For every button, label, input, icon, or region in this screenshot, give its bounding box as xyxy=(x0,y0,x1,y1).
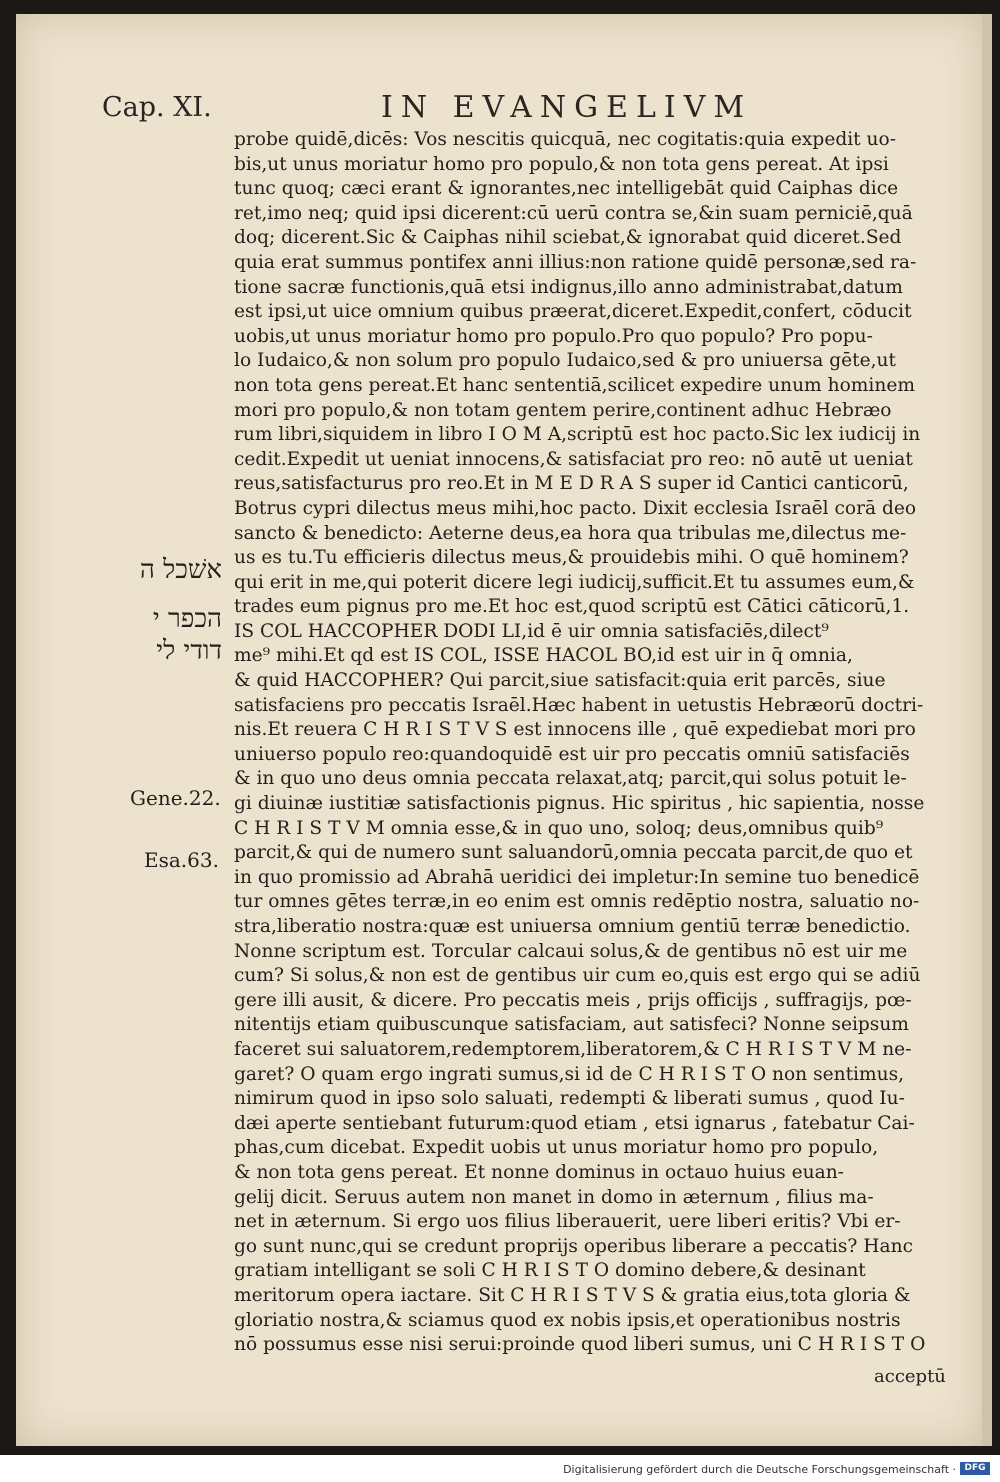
margin-hebrew-2: הכפר י xyxy=(152,604,222,634)
text-line: non tota gens pereat.Et hanc sententiā,scilicet expedire unum hominem xyxy=(234,374,915,396)
text-line: rum libri,siquidem in libro I O M A,scriptū est hoc pacto.Sic lex iudicij in xyxy=(234,424,921,446)
text-line: sancto & benedicto: Aeterne deus,ea hora qua tribulas me,dilectus me- xyxy=(234,522,907,544)
text-line: qui erit in me,qui poterit dicere legi iudicij,sufficit.Et tu assumes eum,& xyxy=(234,571,915,593)
footer-bar xyxy=(0,1455,1000,1482)
text-line: tur omnes gētes terræ,in eo enim est omnis redēptio nostra, saluatio no- xyxy=(234,891,920,913)
text-line: go sunt nunc,qui se credunt proprijs operibus liberare a peccatis? Hanc xyxy=(234,1235,913,1257)
text-line: C H R I S T V M omnia esse,& in quo uno, soloq; deus,omnibus quib⁹ xyxy=(234,817,884,839)
text-line: gratiam intelligant se soli C H R I S T O domino debere,& desinant xyxy=(234,1260,866,1282)
text-line: cum? Si solus,& non est de gentibus uir cum eo,quis est ergo qui se adiū xyxy=(234,965,921,987)
text-line: & quid HACCOPHER? Qui parcit,siue satisfacit:quia erit parcēs, siue xyxy=(234,670,886,692)
main-text-block xyxy=(234,128,972,1358)
text-line: net in æternum. Si ergo uos filius liberauerit, uere liberi eritis? Vbi er- xyxy=(234,1211,901,1233)
text-line: nis.Et reuera C H R I S T V S est innocens ille , quē expediebat mori pro xyxy=(234,719,916,741)
text-line: garet? O quam ergo ingrati sumus,si id de C H R I S T O non sentimus, xyxy=(234,1063,905,1085)
text-line: tunc quoq; cæci erant & ignorantes,nec intelligebāt quid Caiphas dice xyxy=(234,178,899,200)
text-line: Botrus cypri dilectus meus mihi,hoc pacto. Dixit ecclesia Israēl corā deo xyxy=(234,497,917,519)
text-line: tione sacræ functionis,quā etsi indignus,illo anno administrabat,datum xyxy=(234,276,903,298)
margin-hebrew-3: דודי לי xyxy=(156,636,222,666)
text-line: satisfaciens pro peccatis Israēl.Hæc habent in uetustis Hebræorū doctri- xyxy=(234,694,924,716)
chapter-label: Cap. XI. xyxy=(102,92,212,123)
text-line: us es tu.Tu efficieris dilectus meus,& prouidebis mihi. O quē hominem? xyxy=(234,547,909,569)
text-line: meritorum opera iactare. Sit C H R I S T V S & gratia eius,tota gloria & xyxy=(234,1284,911,1306)
text-line: stra,liberatio nostra:quæ est uniuersa omnium gentiū terræ benedictio. xyxy=(234,916,911,937)
text-line: probe quidē,dicēs: Vos nescitis quicquā, nec cogitatis:quia expedit uo- xyxy=(234,129,897,150)
text-line: uniuerso populo reo:quandoquidē est uir pro peccatis omniū satisfaciēs xyxy=(234,743,910,765)
text-line: nitentijs etiam quibuscunque satisfaciam, aut satisfeci? Nonne seipsum xyxy=(234,1014,909,1036)
page-header xyxy=(16,80,982,125)
footer-credit: Digitalisierung gefördert durch die Deutsche Forschungsgemeinschaft · xyxy=(563,1463,956,1476)
text-line: ret,imo neq; quid ipsi dicerent:cū uerū contra se,&in suam perniciē,quā xyxy=(234,202,913,224)
text-line: & in quo uno deus omnia peccata relaxat,atq; parcit,qui solus potuit le- xyxy=(234,768,907,790)
text-line: bis,ut unus moriatur homo pro populo,& non tota gens pereat. At ipsi xyxy=(234,153,889,175)
text-line: trades eum pignus pro me.Et hoc est,quod scriptū est Cātici cāticorū,1. xyxy=(234,596,910,618)
text-line: est ipsi,ut uice omnium quibus præerat,diceret.Expedit,confert, cōducit xyxy=(234,301,912,323)
text-line: uobis,ut unus moriatur homo pro populo.Pro quo populo? Pro popu- xyxy=(234,325,873,347)
text-line: lo Iudaico,& non solum pro populo Iudaico,sed & pro uniuersa gēte,ut xyxy=(234,350,896,372)
text-line: & non tota gens pereat. Et nonne dominus in octauo huius euan- xyxy=(234,1161,844,1183)
dfg-logo: DFG xyxy=(960,1462,990,1475)
text-line: in quo promissio ad Abrahā ueridici dei impletur:In semine tuo benedicē xyxy=(234,866,920,888)
text-line: doq; dicerent.Sic & Caiphas nihil sciebat,& ignorabat quid diceret.Sed xyxy=(234,227,902,249)
text-line: gelij dicit. Seruus autem non manet in domo in æternum , filius ma- xyxy=(234,1186,874,1208)
text-line: gloriatio nostra,& sciamus quod ex nobis ipsis,et operationibus nostris xyxy=(234,1309,901,1331)
text-line: reus,satisfacturus pro reo.Et in M E D R A S super id Cantici canticorū, xyxy=(234,473,909,495)
text-line: nimirum quod in ipso solo saluati, redempti & liberati sumus , quod Iu- xyxy=(234,1088,905,1110)
margin-ref-genesis: Gene.22. xyxy=(130,786,221,810)
text-line: nō possumus esse nisi serui:proinde quod liberi sumus, uni C H R I S T O xyxy=(234,1334,926,1356)
text-line: mori pro populo,& non totam gentem perire,continent adhuc Hebræo xyxy=(234,399,892,421)
text-line: dæi aperte sentiebant futurum:quod etiam , etsi ignarus , fatebatur Cai- xyxy=(234,1112,915,1134)
margin-hebrew-1: אשׁכל ה xyxy=(139,555,222,585)
text-line: gi diuinæ iustitiæ satisfactionis pignus. Hic spiritus , hic sapientia, nosse xyxy=(234,793,925,815)
text-line: me⁹ mihi.Et qd est IS COL, ISSE HACOL BO,id est uir in q̄ omnia, xyxy=(234,645,853,667)
text-line: quia erat summus pontifex anni illius:non ratione quidē personæ,sed ra- xyxy=(234,251,917,273)
text-line: cedit.Expedit ut ueniat innocens,& satisfaciat pro reo: nō autē ut ueniat xyxy=(234,448,913,470)
running-title: IN EVANGELIVM xyxy=(381,90,753,125)
text-line: faceret sui saluatorem,redemptorem,liberatorem,& C H R I S T V M ne- xyxy=(234,1038,912,1060)
margin-ref-isaiah: Esa.63. xyxy=(144,848,219,872)
book-page xyxy=(16,14,982,1446)
text-line: Nonne scriptum est. Torcular calcaui solus,& de gentibus nō est uir me xyxy=(234,940,908,962)
text-line: parcit,& qui de numero sunt saluandorū,omnia peccata parcit,de quo et xyxy=(234,842,913,864)
catchword: acceptū xyxy=(874,1366,946,1387)
text-line: phas,cum dicebat. Expedit uobis ut unus moriatur homo pro populo, xyxy=(234,1137,879,1159)
text-line: IS COL HACCOPHER DODI LI,id ē uir omnia satisfaciēs,dilect⁹ xyxy=(234,620,829,642)
text-line: gere illi ausit, & dicere. Pro peccatis meis , prijs officijs , suffragijs, pœ- xyxy=(234,989,912,1011)
